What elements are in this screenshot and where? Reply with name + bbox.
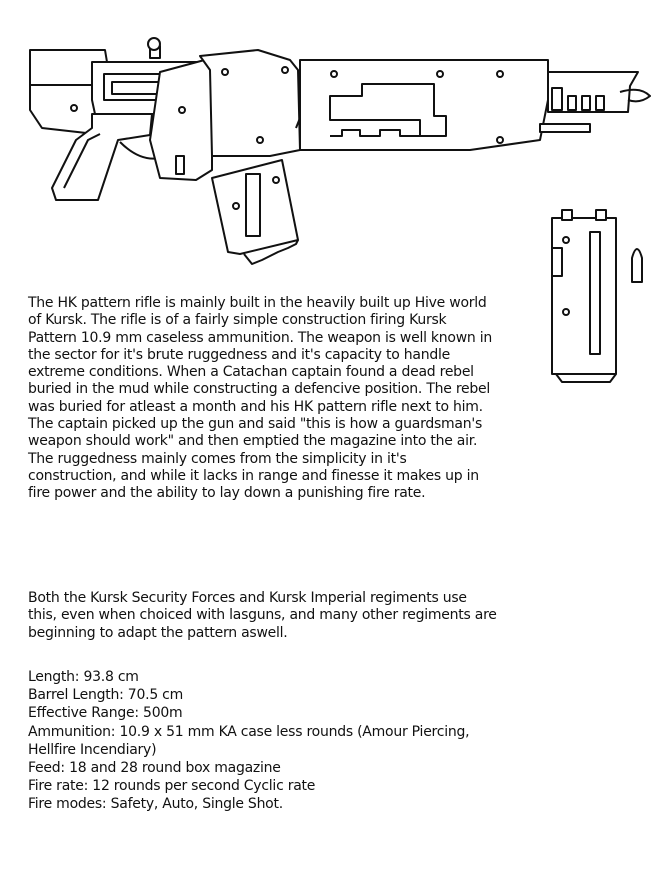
magazine [212, 160, 298, 264]
rear-sight [148, 38, 160, 58]
spec-barrel-length: Barrel Length: 70.5 cm [28, 687, 184, 704]
usage-paragraph: Both the Kursk Security Forces and Kursk Imperial regiments use this, even when choiced with lasguns, and many other regiments are beginning to adapt the pattern aswell. [28, 590, 497, 641]
barrel-shroud [300, 60, 548, 150]
spec-effective-range: Effective Range: 500m [28, 705, 183, 722]
description-paragraph: The HK pattern rifle is mainly built in the heavily built up Hive world of Kursk. The rifle is of a fairly simple construction firing Kursk Pattern 10.9 mm caseless ammunition. The weapon is well known in the sector for it's brute ruggedness and it's capacity to handle extreme conditions. When a Catachan captain found a dead rebel buried in the mud while constructing a defencive position. The rebel was buried for atleast a month and his HK pattern rifle next to him. The captain picked up the gun and said "this is how a guardsman's weapon should work" and then emptied the magazine into the air. The ruggedness mainly comes from the simplicity in it's construction, and while it lacks in range and finesse it makes up in fire power and the ability to lay down a punishing fire rate. [28, 295, 493, 502]
upper-body [200, 50, 300, 156]
round-icon [632, 249, 642, 282]
spec-feed: Feed: 18 and 28 round box magazine [28, 760, 281, 777]
lower-receiver [150, 58, 212, 180]
spec-length: Length: 93.8 cm [28, 669, 139, 685]
spec-fire-rate: Fire rate: 12 rounds per second Cyclic rate [28, 778, 316, 795]
spec-ammunition: Ammunition: 10.9 x 51 mm KA case less rounds (Amour Piercing, Hellfire Incendiary) [28, 723, 470, 758]
spec-list [28, 668, 498, 814]
spec-fire-modes: Fire modes: Safety, Auto, Single Shot. [28, 796, 283, 813]
spare-magazine [552, 210, 616, 382]
